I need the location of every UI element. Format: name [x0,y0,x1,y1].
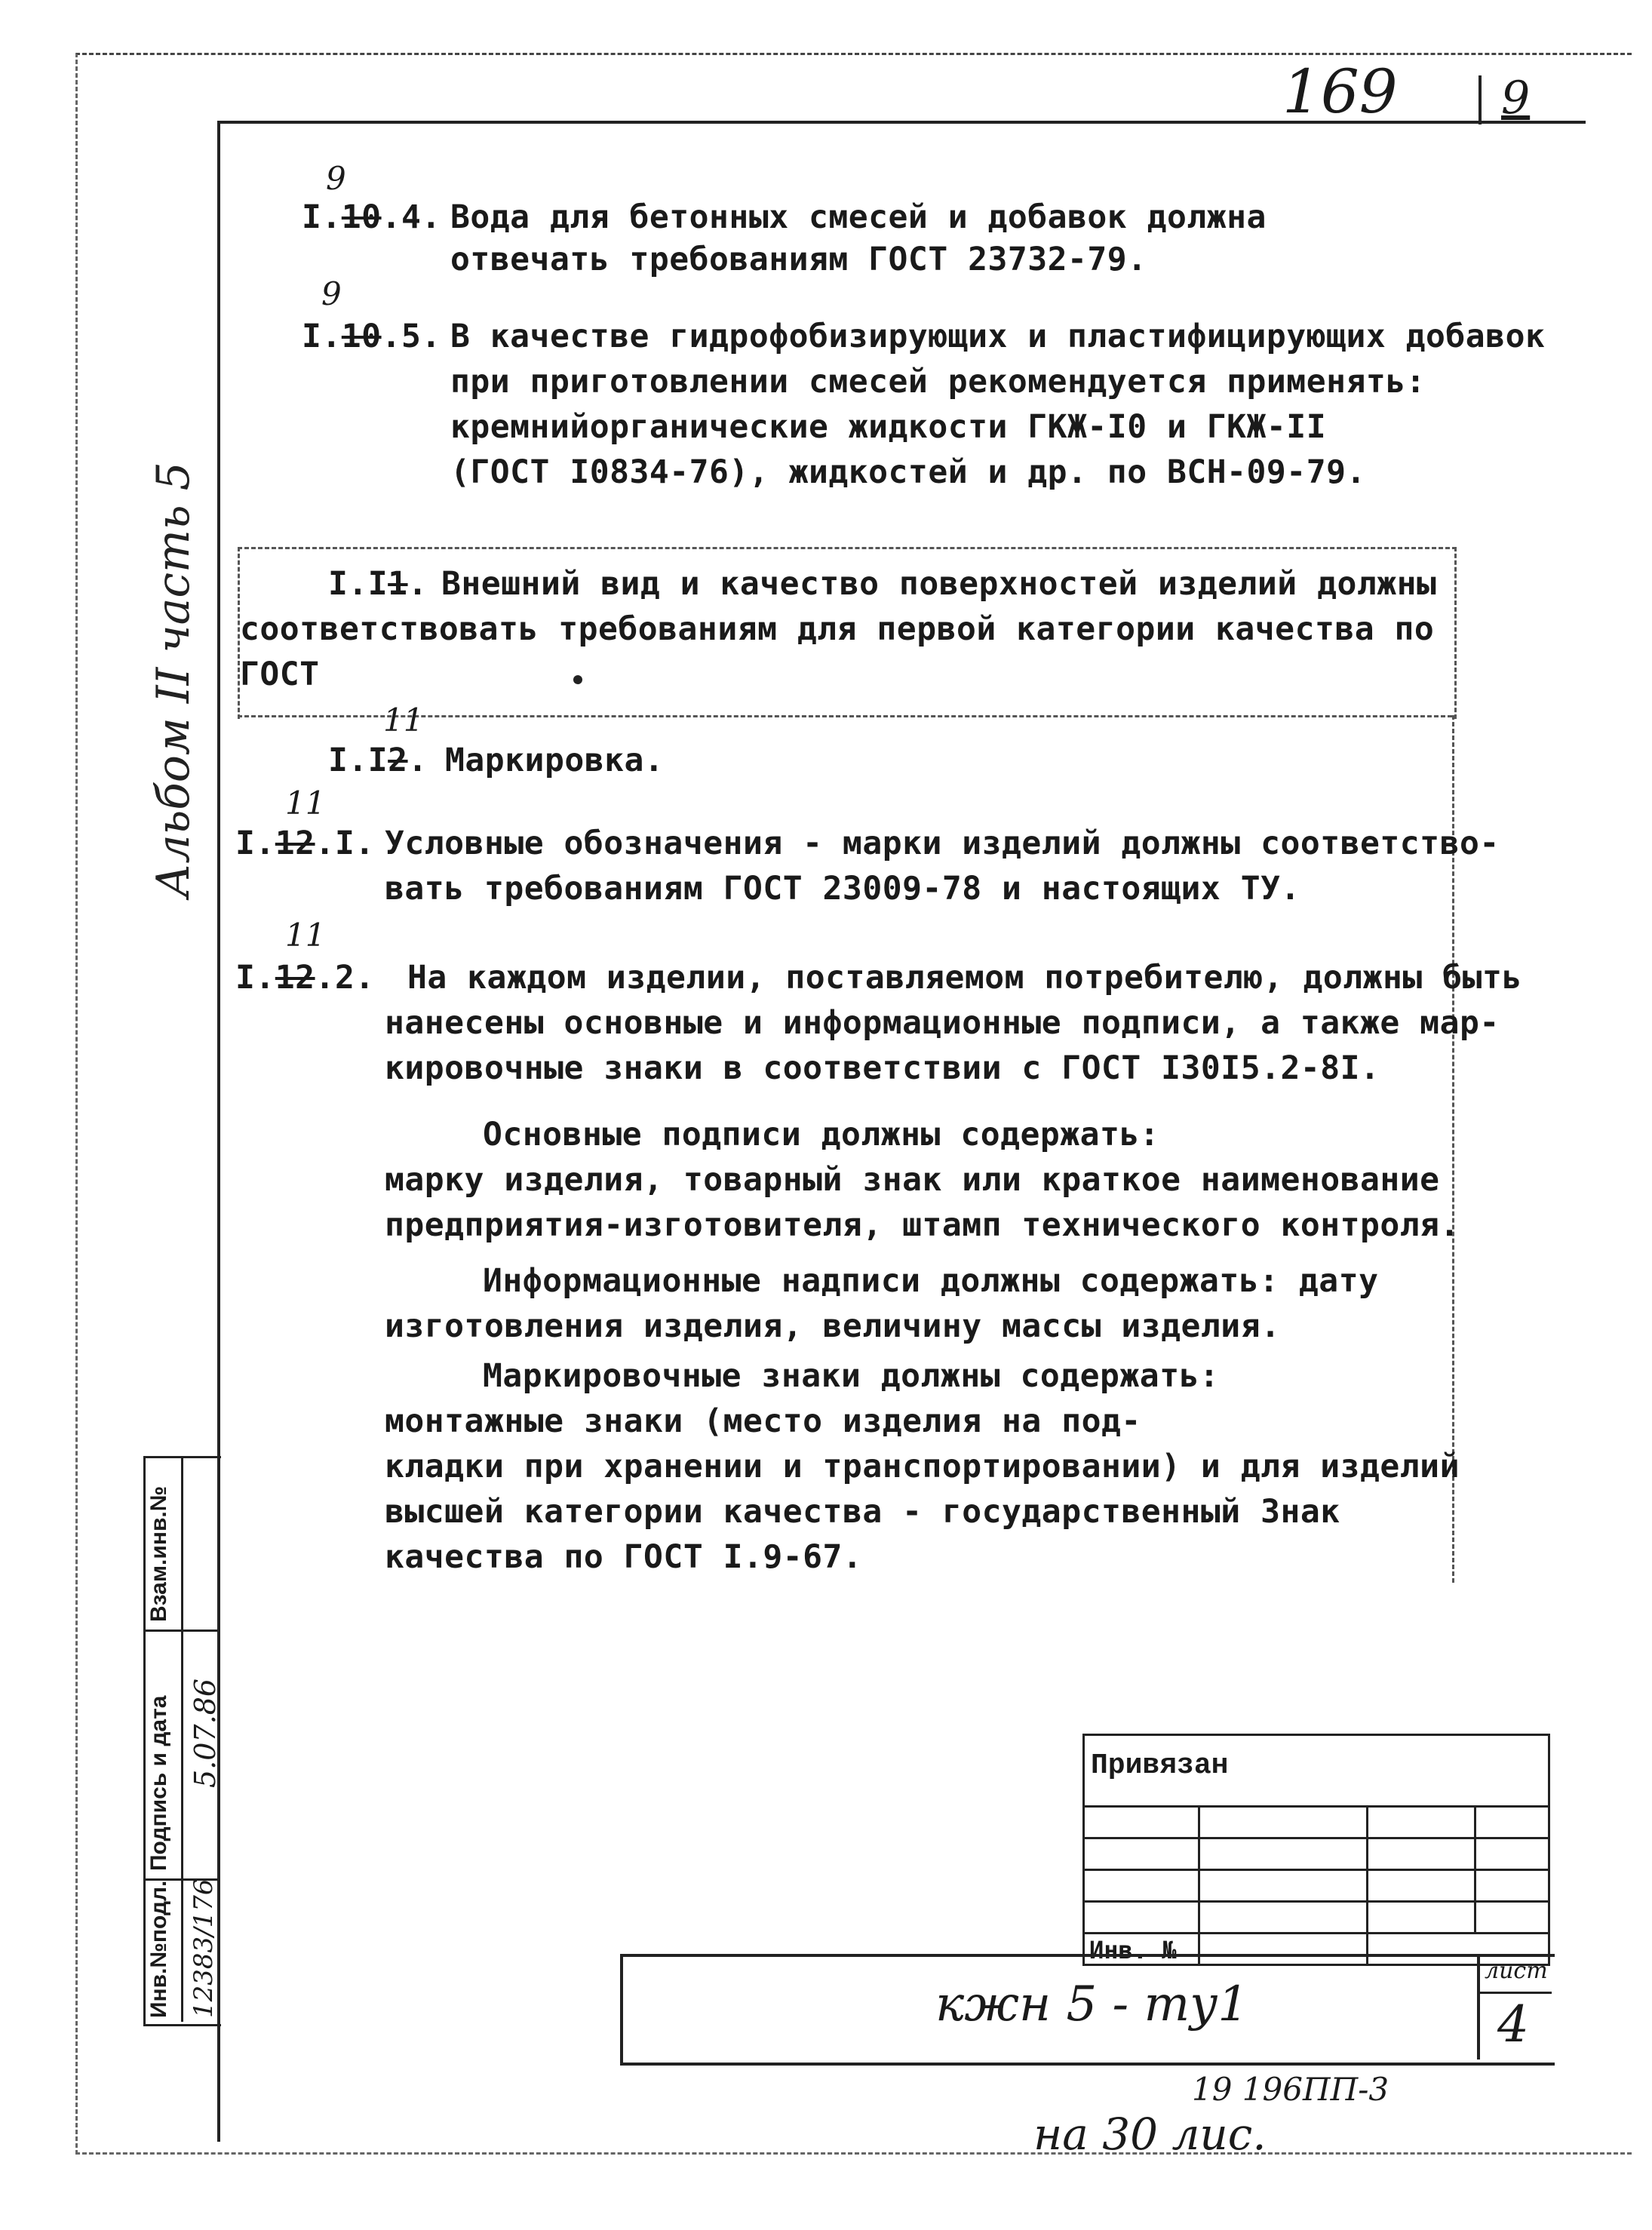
side-label-inv: Инв.№подл. [146,1880,171,2018]
bottom-note-1: 19 196ПП-3 [1192,2071,1389,2108]
item-3-line-2: соответствовать требованиям для первой категории качества по [240,610,1435,648]
bottom-note-2: на 30 лис. [1033,2109,1267,2160]
item-6-line-1: На каждом изделии, поставляемом потребителю, должны быть [407,959,1522,997]
privyazan-label: Привязан [1091,1749,1229,1782]
para-3-line-5: качества по ГОСТ I.9-67. [385,1538,863,1576]
sheet-label-rule [1477,1992,1552,1994]
item-5-number: I.12.I. [235,825,375,862]
side-label-vzam: Взам.инв.№ [146,1485,171,1622]
para-1-line-2: марку изделия, товарный знак или краткое наименование [385,1161,1440,1199]
inv-label: Инв. № [1089,1936,1177,1964]
sheet-divider [1477,1954,1480,2060]
para-1-line-3: предприятия-изготовителя, штамп технического контроля. [385,1206,1460,1244]
item-2-line-2: при приготовлении смесей рекомендуется применять: [450,363,1426,401]
item-1-correction: 9 [326,160,346,197]
item-1-line-1: Вода для бетонных смесей и добавок должна [450,198,1267,236]
item-2-line-3: кремнийорганические жидкости ГКЖ-I0 и ГКЖ-II [450,408,1327,446]
item-3-number: I.I1. [328,565,428,603]
item-1-number: I.10.4. [302,198,441,236]
para-3-line-2: монтажные знаки (место изделия на под- [385,1402,1141,1440]
item-6-correction: 11 [285,917,326,954]
doc-code: кжн 5 - ту1 [935,1977,1249,2032]
margin-note: Альбом II часть 5 [147,462,200,898]
item-5-line-2: вать требованиям ГОСТ 23009-78 и настоящих ТУ. [385,870,1300,908]
item-6-number: I.12.2. [235,959,375,997]
para-3-line-3: кладки при хранении и транспортировании) и для изделий [385,1448,1460,1485]
privyazan-block [1082,1734,1550,1966]
item-2-correction: 9 [321,275,342,312]
item-2-number: I.10.5. [302,318,441,355]
item-3-line-3: ГОСТ [240,656,320,693]
item-3-line-1: Внешний вид и качество поверхностей изделий должны [441,565,1437,603]
side-label-podpis: Подпись и дата [146,1695,171,1871]
corner-mark: 9 [1501,72,1531,124]
side-stamp-col-divider [181,1456,183,2022]
item-5-line-1: Условные обозначения - марки изделий должны соответство- [385,825,1500,862]
sheet-label: лист [1485,1958,1548,1984]
side-value-date: 5.07.86 [189,1678,222,1788]
para-2-line-2: изготовления изделия, величину массы изделия. [385,1307,1281,1345]
side-stamp-row-1 [143,1629,219,1632]
page-number-underline [1252,121,1539,124]
item-5-correction: 11 [285,785,326,822]
item-4-correction: 11 [383,702,424,739]
sheet-number: 4 [1497,1995,1529,2053]
para-3-line-1: Маркировочные знаки должны содержать: [483,1357,1220,1395]
para-3-line-4: высшей категории качества - государственный Знак [385,1493,1340,1531]
item-6-line-2: нанесены основные и информационные подписи, а также мар- [385,1004,1500,1042]
para-1-line-1: Основные подписи должны содержать: [483,1116,1160,1153]
para-2-line-1: Информационные надписи должны содержать: дату [483,1262,1379,1300]
page-number: 169 [1282,57,1398,127]
item-2-line-4: (ГОСТ I0834-76), жидкостей и др. по ВСН-09-79. [450,453,1366,491]
item-6-line-3: кировочные знаки в соответствии с ГОСТ I30I5.2-8I. [385,1049,1380,1087]
item-4-number: I.I2. [328,742,428,779]
item-2-line-1: В качестве гидрофобизирующих и пластифицирующих добавок [450,318,1546,355]
dot-mark [573,675,582,684]
corner-divider [1479,75,1482,124]
side-value-inv: 12383/176 [189,1878,219,2018]
item-4-title: Маркировка. [445,742,665,779]
item-1-line-2: отвечать требованиям ГОСТ 23732-79. [450,241,1147,278]
